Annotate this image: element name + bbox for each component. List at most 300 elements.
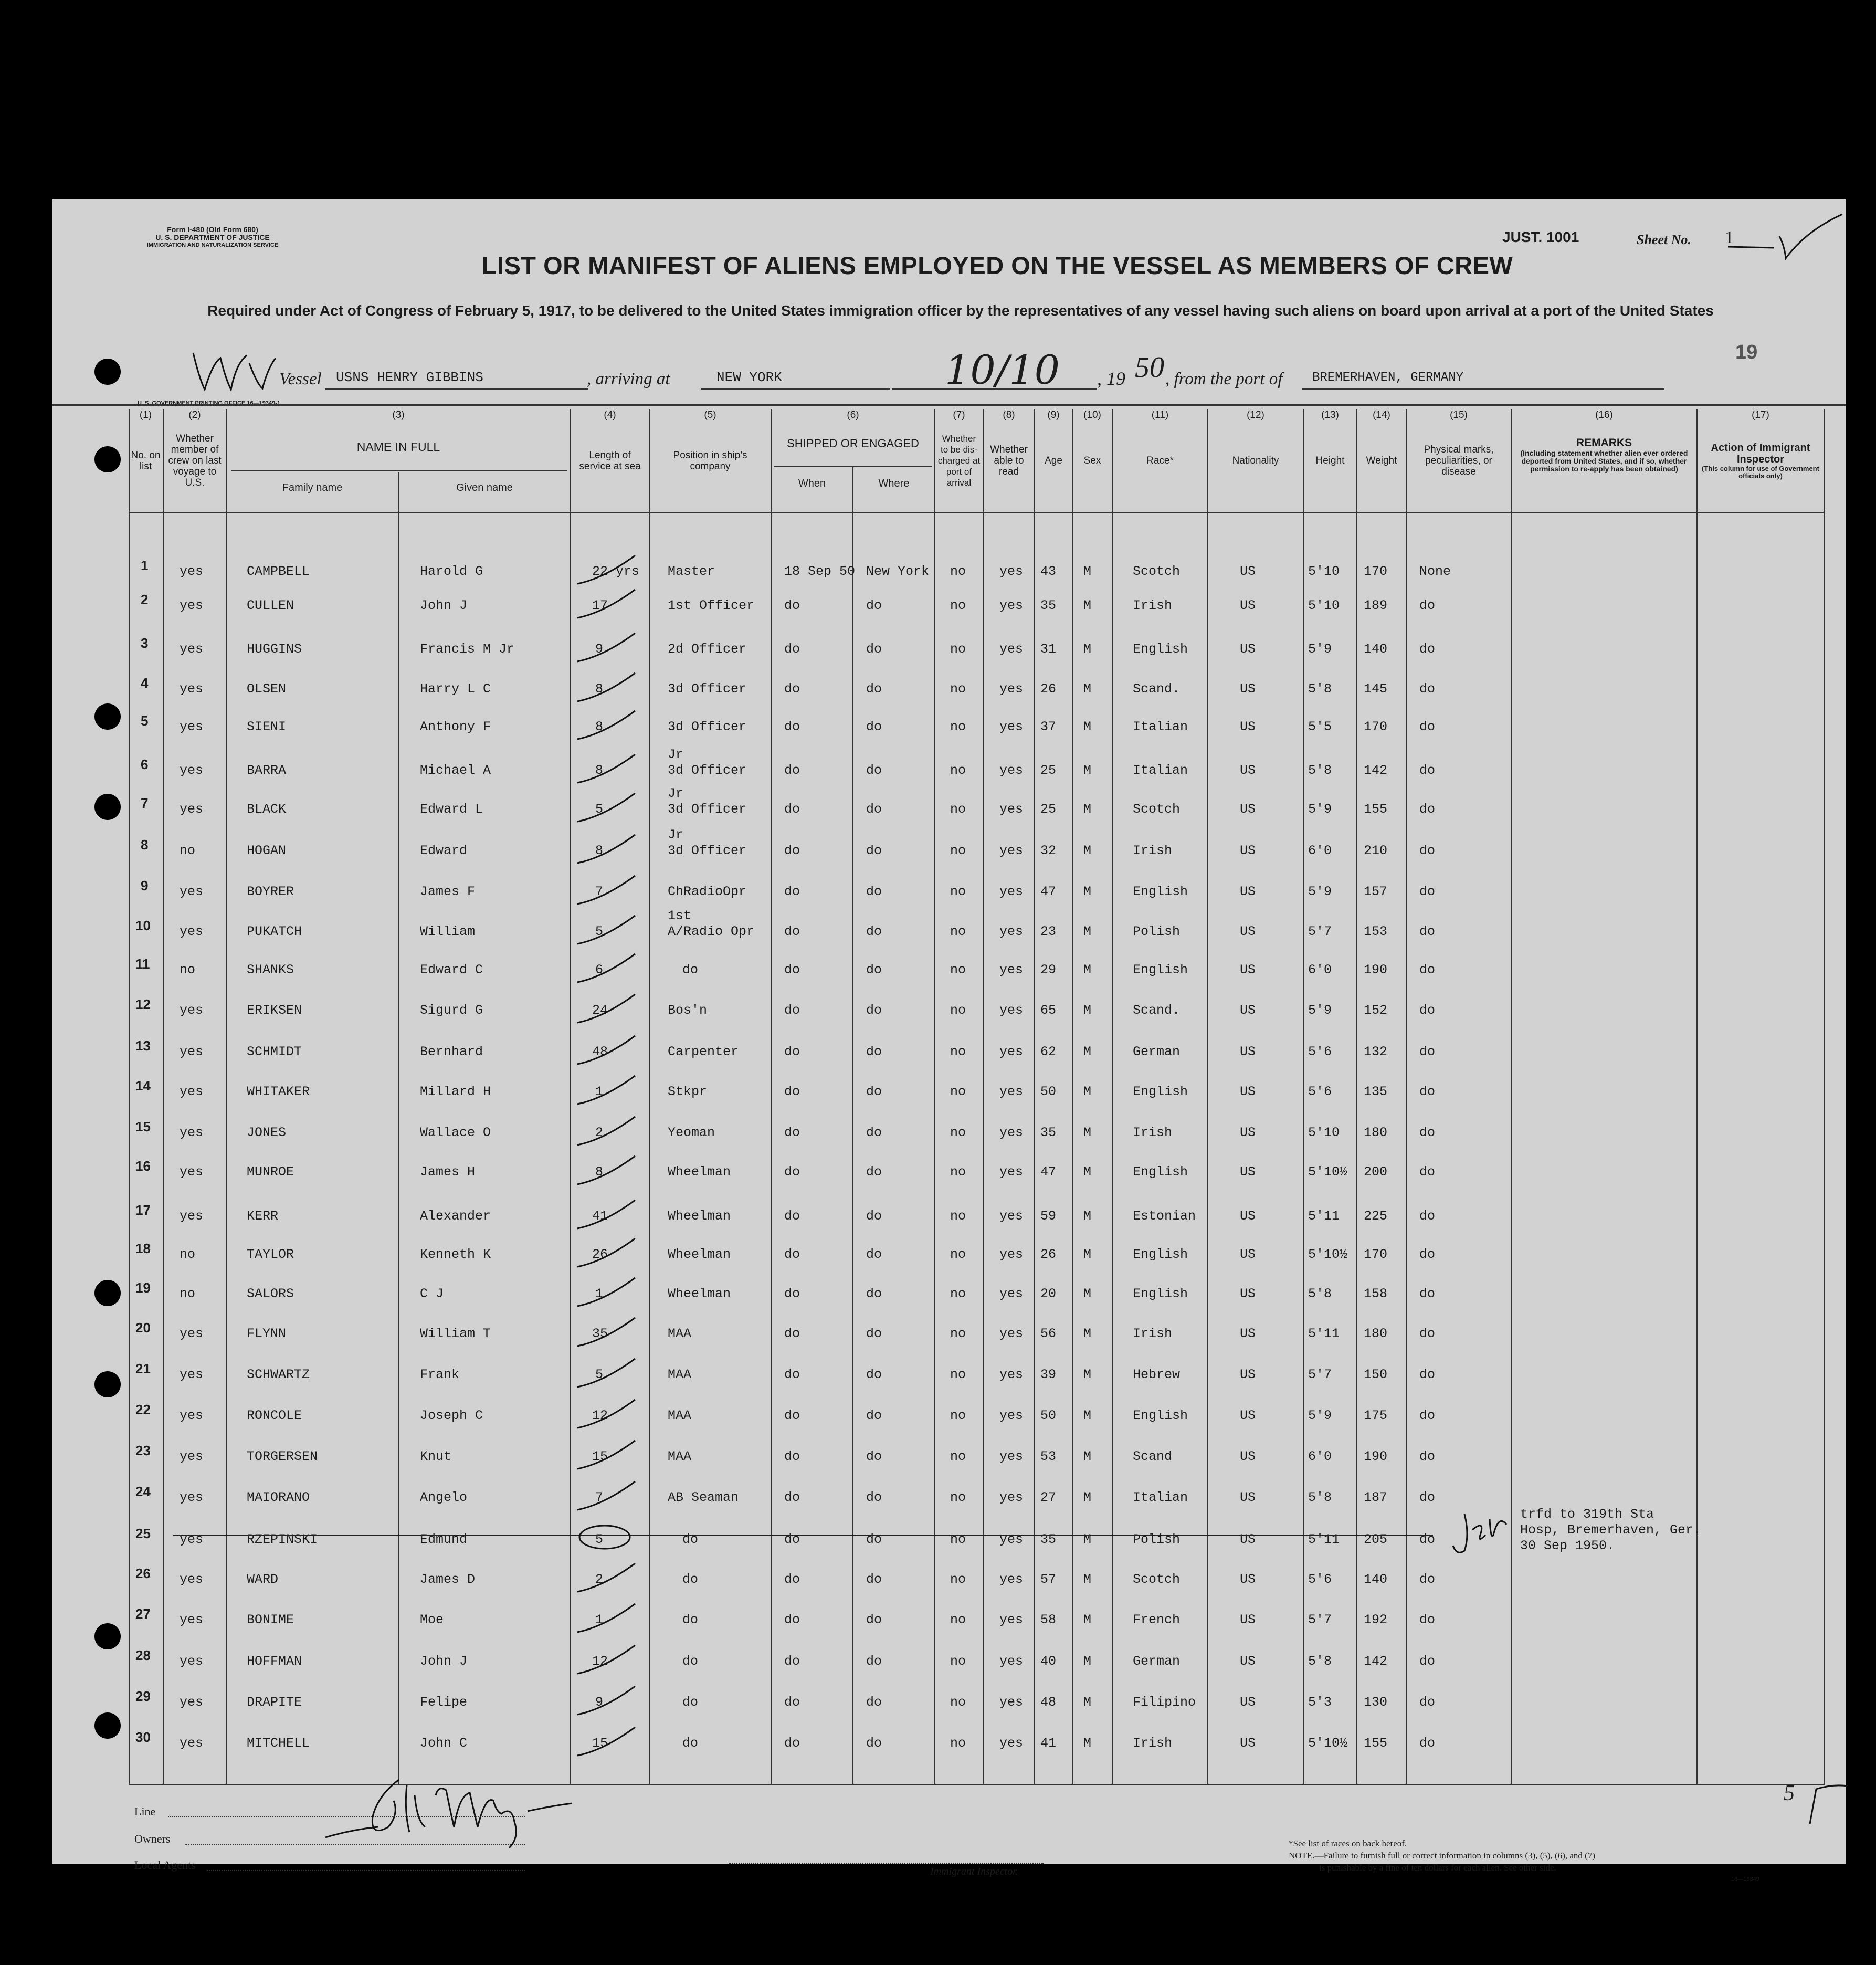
age: 56	[1040, 1326, 1057, 1341]
previous-voyage: yes	[180, 763, 204, 778]
race: German	[1133, 1654, 1181, 1669]
arrival-year: 50	[1135, 351, 1164, 384]
family-name: WHITAKER	[247, 1084, 310, 1099]
sex: M	[1083, 719, 1092, 734]
row-number: 14	[135, 1078, 151, 1094]
nationality: US	[1240, 1044, 1256, 1059]
shipped-where: do	[866, 1695, 882, 1710]
able-to-read: yes	[999, 1084, 1024, 1099]
col-number: (3)	[392, 409, 405, 421]
age: 35	[1040, 1532, 1057, 1547]
previous-voyage: no	[180, 1286, 196, 1301]
sex: M	[1083, 1490, 1092, 1505]
check-marks-length-column	[572, 546, 656, 1785]
row-number: 3	[141, 635, 149, 651]
column-divider	[570, 409, 571, 1785]
arriving-port-underline	[701, 388, 890, 390]
previous-voyage: no	[180, 962, 196, 978]
service-length: 35	[592, 1326, 608, 1341]
height: 5'6	[1308, 1084, 1332, 1099]
shipped-when: do	[784, 1326, 800, 1341]
shipped-where: do	[866, 843, 882, 858]
physical-marks: do	[1419, 924, 1436, 939]
height: 5'7	[1308, 1367, 1332, 1382]
row-number: 21	[135, 1361, 151, 1376]
physical-marks: do	[1419, 1003, 1436, 1018]
able-to-read: yes	[999, 642, 1024, 657]
col-number: (7)	[953, 409, 965, 421]
able-to-read: yes	[999, 1532, 1024, 1547]
shipped-where: do	[866, 1408, 882, 1423]
shipped-when: do	[784, 1209, 800, 1224]
position: AB Seaman	[668, 1490, 739, 1505]
page-subtitle: Required under Act of Congress of February 5, 1917, to be delivered to the United States immigration officer by the representatives of any vessel having such aliens on board upon arrival at a port of the United States	[207, 302, 1714, 319]
weight: 140	[1364, 642, 1388, 657]
remark-line: Hosp, Bremerhaven, Ger.	[1520, 1522, 1702, 1538]
able-to-read: yes	[999, 1164, 1024, 1180]
nationality: US	[1240, 1367, 1256, 1382]
physical-marks: do	[1419, 1044, 1436, 1059]
form-number: Form I-480 (Old Form 680)	[167, 225, 258, 234]
column-divider	[1112, 409, 1113, 1785]
shipped-when: do	[784, 1572, 800, 1587]
given-name: James F	[420, 884, 476, 899]
age: 65	[1040, 1003, 1057, 1018]
given-name: Sigurd G	[420, 1003, 483, 1018]
discharged: no	[950, 1572, 966, 1587]
age: 29	[1040, 962, 1057, 978]
height: 5'9	[1308, 1408, 1332, 1423]
row-number: 19	[135, 1280, 151, 1296]
tick-mark	[577, 1359, 635, 1387]
weight: 152	[1364, 1003, 1388, 1018]
header-shipped: SHIPPED OR ENGAGED	[787, 437, 919, 450]
binder-hole	[94, 1712, 121, 1739]
previous-voyage: yes	[180, 681, 204, 697]
row-number: 18	[135, 1241, 151, 1256]
race: Hebrew	[1133, 1367, 1181, 1382]
age: 50	[1040, 1084, 1057, 1099]
weight: 200	[1364, 1164, 1388, 1180]
weight: 142	[1364, 1654, 1388, 1669]
race: Irish	[1133, 843, 1173, 858]
just-number: JUST. 1001	[1502, 229, 1579, 245]
header-sex: Sex	[1083, 455, 1101, 466]
previous-voyage: yes	[180, 1084, 204, 1099]
tick-mark	[577, 1278, 635, 1306]
race: Irish	[1133, 1125, 1173, 1140]
race: English	[1133, 1164, 1188, 1180]
weight: 170	[1364, 719, 1388, 734]
height: 5'8	[1308, 681, 1332, 697]
shipped-where: do	[866, 681, 882, 697]
form-department: U. S. DEPARTMENT OF JUSTICE	[155, 233, 270, 241]
height: 5'7	[1308, 924, 1332, 939]
row-number: 12	[135, 996, 151, 1012]
age: 47	[1040, 1164, 1057, 1180]
nationality: US	[1240, 1532, 1256, 1547]
position: 3d Officer	[668, 763, 747, 778]
able-to-read: yes	[999, 843, 1024, 858]
able-to-read: yes	[999, 1209, 1024, 1224]
age: 31	[1040, 642, 1057, 657]
col-number: (13)	[1321, 409, 1339, 421]
shipped-when: do	[784, 1247, 800, 1262]
service-length: 8	[595, 719, 604, 734]
header-previous-voyage: Whether member of crew on last voyage to U.S.	[168, 433, 222, 488]
previous-voyage: yes	[180, 1044, 204, 1059]
shipped-when: do	[784, 884, 800, 899]
row-number: 10	[135, 918, 151, 933]
given-name: Edward C	[420, 962, 483, 978]
height: 5'6	[1308, 1044, 1332, 1059]
service-length: 26	[592, 1247, 608, 1262]
height: 5'11	[1308, 1326, 1340, 1341]
row-number: 22	[135, 1402, 151, 1417]
sex: M	[1083, 924, 1092, 939]
race: English	[1133, 962, 1188, 978]
shipped-where: do	[866, 924, 882, 939]
weight: 155	[1364, 1736, 1388, 1751]
binder-hole	[94, 1371, 121, 1397]
shipped-where: do	[866, 1532, 882, 1547]
sheet-number: 1	[1725, 228, 1734, 247]
shipped-where: do	[866, 763, 882, 778]
tick-mark	[577, 590, 635, 618]
able-to-read: yes	[999, 962, 1024, 978]
service-length: 12	[592, 1654, 608, 1669]
shipped-when: do	[784, 1532, 800, 1547]
sex: M	[1083, 1044, 1092, 1059]
sex: M	[1083, 642, 1092, 657]
header-given-name: Given name	[456, 482, 513, 493]
age: 20	[1040, 1286, 1057, 1301]
col-number: (12)	[1247, 409, 1264, 421]
shipped-when: do	[784, 1286, 800, 1301]
vessel-label: Vessel	[279, 370, 322, 388]
service-length: 17	[592, 598, 608, 613]
column-divider	[163, 409, 164, 1785]
previous-voyage: no	[180, 1247, 196, 1262]
race: Polish	[1133, 924, 1181, 939]
able-to-read: yes	[999, 924, 1024, 939]
position: Bos'n	[668, 1003, 708, 1018]
position: Carpenter	[668, 1044, 739, 1059]
shipped-when: do	[784, 1654, 800, 1669]
discharged: no	[950, 1449, 966, 1464]
able-to-read: yes	[999, 884, 1024, 899]
previous-voyage: yes	[180, 924, 204, 939]
family-name: KERR	[247, 1209, 279, 1224]
physical-marks: do	[1419, 1612, 1436, 1627]
shipped-when: do	[784, 1125, 800, 1140]
given-name: Alexander	[420, 1209, 491, 1224]
position: Wheelman	[668, 1286, 731, 1301]
position: do	[682, 962, 699, 978]
discharged: no	[950, 598, 966, 613]
vessel-name: USNS HENRY GIBBINS	[336, 370, 483, 385]
physical-marks: do	[1419, 884, 1436, 899]
service-length: 5	[595, 1367, 604, 1382]
corner-fold-mark	[1806, 1780, 1853, 1827]
shipped-when: 18 Sep 50	[784, 564, 856, 579]
discharged: no	[950, 1286, 966, 1301]
able-to-read: yes	[999, 1044, 1024, 1059]
weight: 132	[1364, 1044, 1388, 1059]
discharged: no	[950, 719, 966, 734]
tick-mark	[577, 954, 635, 982]
position: do	[682, 1572, 699, 1587]
shipped-where: do	[866, 1490, 882, 1505]
service-length: 8	[595, 681, 604, 697]
column-divider	[1034, 409, 1035, 1785]
shipped-when: do	[784, 843, 800, 858]
physical-marks: do	[1419, 1695, 1436, 1710]
given-name: C J	[420, 1286, 444, 1301]
able-to-read: yes	[999, 1408, 1024, 1423]
position: do	[682, 1736, 699, 1751]
header-action-note: (This column for use of Government officials only)	[1702, 465, 1819, 480]
given-name: Edward L	[420, 802, 483, 817]
sex: M	[1083, 1532, 1092, 1547]
column-divider	[129, 409, 130, 1785]
race: German	[1133, 1044, 1181, 1059]
row-number: 20	[135, 1320, 151, 1336]
given-name: Wallace O	[420, 1125, 491, 1140]
column-divider	[1824, 409, 1825, 1785]
height: 5'10½	[1308, 1164, 1348, 1180]
arriving-label: , arriving at	[587, 370, 670, 388]
name-header-rule	[231, 470, 567, 471]
nationality: US	[1240, 1695, 1256, 1710]
header-remarks-title: REMARKS	[1576, 437, 1632, 449]
shipped-when: do	[784, 802, 800, 817]
previous-voyage: yes	[180, 1612, 204, 1627]
discharged: no	[950, 1209, 966, 1224]
nationality: US	[1240, 1003, 1256, 1018]
height: 5'9	[1308, 642, 1332, 657]
sex: M	[1083, 1125, 1092, 1140]
nationality: US	[1240, 843, 1256, 858]
age: 47	[1040, 884, 1057, 899]
position: do	[682, 1612, 699, 1627]
header-no-on-list: No. on list	[131, 449, 161, 472]
physical-marks: do	[1419, 1449, 1436, 1464]
given-name: James D	[420, 1572, 476, 1587]
height: 5'3	[1308, 1695, 1332, 1710]
shipped-where: do	[866, 1736, 882, 1751]
sheet-number-label: Sheet No.	[1637, 232, 1691, 247]
row-number: 30	[135, 1729, 151, 1745]
height: 5'11	[1308, 1532, 1340, 1547]
weight: 190	[1364, 962, 1388, 978]
shipped-when: do	[784, 763, 800, 778]
sex: M	[1083, 1003, 1092, 1018]
service-length: 12	[592, 1408, 608, 1423]
tick-mark	[577, 673, 635, 701]
shipped-where: do	[866, 1084, 882, 1099]
col-number: (2)	[188, 409, 201, 421]
binder-hole	[94, 794, 121, 820]
shipped-where: do	[866, 1164, 882, 1180]
shipped-when: do	[784, 642, 800, 657]
physical-marks: do	[1419, 1572, 1436, 1587]
age: 53	[1040, 1449, 1057, 1464]
discharged: no	[950, 924, 966, 939]
header-bottom-rule	[129, 512, 1824, 513]
discharged: no	[950, 642, 966, 657]
height: 5'10½	[1308, 1247, 1348, 1262]
shipped-where: do	[866, 642, 882, 657]
weight: 142	[1364, 763, 1388, 778]
sex: M	[1083, 1408, 1092, 1423]
sex: M	[1083, 802, 1092, 817]
position: 3d Officer	[668, 719, 747, 734]
nationality: US	[1240, 802, 1256, 817]
header-family-name: Family name	[282, 482, 343, 493]
race: Irish	[1133, 1736, 1173, 1751]
col-number: (4)	[604, 409, 616, 421]
previous-voyage: yes	[180, 1408, 204, 1423]
shipped-when: do	[784, 719, 800, 734]
family-name: WARD	[247, 1572, 279, 1587]
remark-line: trfd to 319th Sta	[1520, 1507, 1654, 1522]
arrival-date-underline	[892, 388, 1097, 390]
col-number: (1)	[139, 409, 152, 421]
nationality: US	[1240, 598, 1256, 613]
column-divider	[398, 472, 399, 1785]
given-name: John J	[420, 598, 468, 613]
previous-voyage: no	[180, 843, 196, 858]
nationality: US	[1240, 1286, 1256, 1301]
position: 3d Officer	[668, 843, 747, 858]
race: Polish	[1133, 1532, 1181, 1547]
given-name: Francis M Jr	[420, 642, 515, 657]
race: Scand.	[1133, 1003, 1181, 1018]
shipped-when: do	[784, 1736, 800, 1751]
physical-marks: do	[1419, 1286, 1436, 1301]
row-number: 6	[141, 756, 149, 772]
physical-marks: do	[1419, 1326, 1436, 1341]
weight: 225	[1364, 1209, 1388, 1224]
able-to-read: yes	[999, 1736, 1024, 1751]
given-name: Anthony F	[420, 719, 491, 734]
nationality: US	[1240, 1125, 1256, 1140]
arriving-port: NEW YORK	[716, 370, 782, 385]
nationality: US	[1240, 1490, 1256, 1505]
weight: 190	[1364, 1449, 1388, 1464]
nationality: US	[1240, 1084, 1256, 1099]
col-number: (10)	[1083, 409, 1101, 421]
position: 3d Officer	[668, 681, 747, 697]
height: 6'0	[1308, 962, 1332, 978]
shipped-where: do	[866, 884, 882, 899]
year-prefix: , 19	[1097, 368, 1125, 389]
row-number: 25	[135, 1526, 151, 1541]
previous-voyage: yes	[180, 564, 204, 579]
header-when: When	[798, 478, 826, 489]
family-name: CAMPBELL	[247, 564, 310, 579]
race: Scand	[1133, 1449, 1173, 1464]
able-to-read: yes	[999, 681, 1024, 697]
row-number: 13	[135, 1038, 151, 1054]
nationality: US	[1240, 1326, 1256, 1341]
position-prefix: Jr	[668, 827, 684, 843]
weight: 189	[1364, 598, 1388, 613]
able-to-read: yes	[999, 1125, 1024, 1140]
family-name: BLACK	[247, 802, 287, 817]
row-number: 9	[141, 878, 149, 894]
penalty-note-2: is punishable by a fine of ten dollars for each alien. See other side.	[1319, 1863, 1556, 1873]
header-remarks-note: (Including statement whether alien ever ordered deported from United States, and if so, whether permission to re-apply has been obtained)	[1520, 449, 1688, 473]
row-number: 2	[141, 592, 149, 607]
race: Scotch	[1133, 802, 1181, 817]
tick-mark	[577, 1686, 635, 1715]
weight: 153	[1364, 924, 1388, 939]
service-length: 8	[595, 1164, 604, 1180]
family-name: SHANKS	[247, 962, 294, 978]
family-name: PUKATCH	[247, 924, 302, 939]
height: 6'0	[1308, 1449, 1332, 1464]
family-name: DRAPITE	[247, 1695, 302, 1710]
family-name: FLYNN	[247, 1326, 287, 1341]
position: do	[682, 1532, 699, 1547]
header-weight: Weight	[1366, 455, 1397, 466]
discharged: no	[950, 884, 966, 899]
nationality: US	[1240, 1572, 1256, 1587]
weight: 130	[1364, 1695, 1388, 1710]
tick-mark	[577, 1200, 635, 1228]
family-name: BONIME	[247, 1612, 294, 1627]
column-divider	[1406, 409, 1407, 1785]
height: 5'8	[1308, 1490, 1332, 1505]
footer-owners-label: Owners	[134, 1832, 171, 1845]
service-length: 9	[595, 642, 604, 657]
race: English	[1133, 1247, 1188, 1262]
nationality: US	[1240, 1408, 1256, 1423]
shipped-when: do	[784, 1490, 800, 1505]
service-length: 5	[595, 924, 604, 939]
age: 58	[1040, 1612, 1057, 1627]
height: 5'7	[1308, 1612, 1332, 1627]
master-signature	[320, 1764, 593, 1853]
row-number: 4	[141, 675, 149, 691]
discharged: no	[950, 1367, 966, 1382]
height: 5'9	[1308, 802, 1332, 817]
binder-hole	[94, 1280, 121, 1306]
physical-marks: None	[1419, 564, 1451, 579]
nationality: US	[1240, 924, 1256, 939]
able-to-read: yes	[999, 1367, 1024, 1382]
header-action	[1698, 442, 1824, 480]
physical-marks: do	[1419, 598, 1436, 613]
position: Wheelman	[668, 1209, 731, 1224]
shipped-where: do	[866, 962, 882, 978]
given-name: Michael A	[420, 763, 491, 778]
penalty-note-1: NOTE.—Failure to furnish full or correct information in columns (3), (5), (6), and (7)	[1289, 1851, 1595, 1861]
tick-mark	[577, 1604, 635, 1632]
header-discharged: Whether to be dis-charged at port of arrival	[937, 434, 981, 488]
weight: 158	[1364, 1286, 1388, 1301]
tick-mark	[577, 835, 635, 863]
agents-dotted	[207, 1870, 525, 1871]
race-note: *See list of races on back hereof.	[1289, 1838, 1407, 1848]
physical-marks: do	[1419, 1654, 1436, 1669]
discharged: no	[950, 1736, 966, 1751]
previous-voyage: yes	[180, 719, 204, 734]
age: 41	[1040, 1736, 1057, 1751]
weight: 140	[1364, 1572, 1388, 1587]
